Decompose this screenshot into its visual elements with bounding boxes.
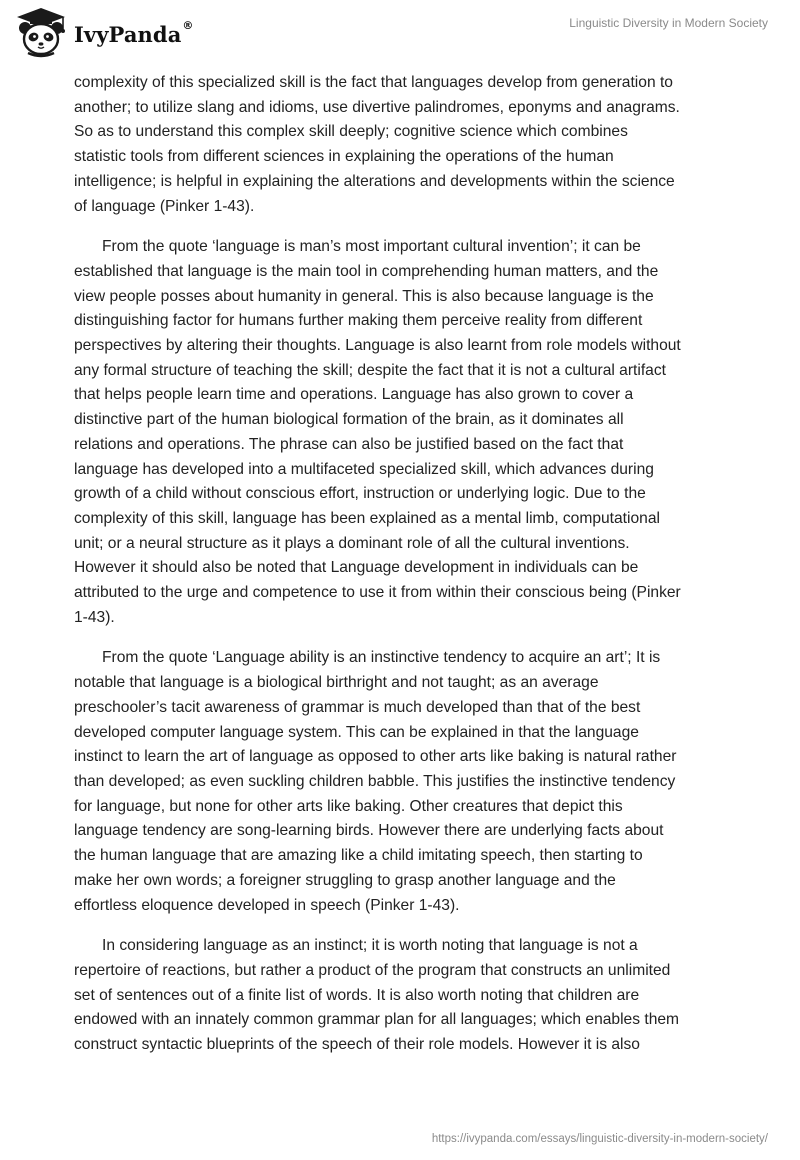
paragraph-1: complexity of this specialized skill is the fact that languages develop from generation to another; to utilize slang and idioms, use divertive palindromes, eponyms and anagrams. So as to understand this complex skill deeply; cognitive science which combines statistic tools from different sciences in explaining the operations of the human intelligence; is helpful in explaining the alterations and developments within the science of language (Pinker 1-43). (74, 74, 680, 215)
essay-body (74, 71, 726, 1074)
panda-graduate-icon (14, 6, 68, 58)
paragraph-2: From the quote ‘language is man’s most important cultural invention’; it can be established that language is the main tool in comprehending human matters, and the view people posses about humanity in general. This is also because language is the distinguishing factor for humans further making them perceive reality from different perspectives by altering their thoughts. Language is also learnt from role models without any formal structure of teaching the skill; despite the fact that it is not a cultural artifact that helps people learn time and operations. Language has also grown to cover a distinctive part of the human biological formation of the brain, as it dominates all relations and operations. The phrase can also be justified based on the fact that language has developed into a multifaceted specialized skill, which advances during growth of a child without conscious effort, instruction or underlying logic. Due to the complexity of this skill, language has been explained as a mental limb, computational unit; or a neural structure as it plays a dominant role of all the cultural inventions. However it should also be noted that Language development in individuals can be attributed to the urge and competence to use it from within their conscious being (Pinker 1-43). (74, 238, 681, 626)
paragraph-3: From the quote ‘Language ability is an instinctive tendency to acquire an art’; It is notable that language is a biological birthright and not taught; as an average preschooler’s tacit awareness of grammar is much developed than that of the best developed computer language system. This can be explained in that the language instinct to learn the art of language as opposed to other arts like baking is natural rather than developed; as even suckling children babble. This justifies the instinctive tendency for language, but none for other arts like baking. Other creatures that depict this language tendency are song-learning birds. However there are underlying facts about the human language that are amazing like a child imitating speech, then starting to make her own words; a foreigner struggling to grasp another language and the effortless eloquence developed in speech (Pinker 1-43). (74, 649, 677, 914)
registered-mark: ® (182, 18, 194, 32)
source-url[interactable]: https://ivypanda.com/essays/linguistic-diversity-in-modern-society/ (431, 1133, 768, 1145)
brand-name (74, 18, 194, 47)
ivypanda-logo[interactable] (14, 6, 194, 58)
page-header (0, 0, 800, 60)
paragraph-4: In considering language as an instinct; it is worth noting that language is not a repertoire of reactions, but rather a product of the program that constructs an unlimited set of sentences out of a finite list of words. It is also worth noting that children are endowed with an innately common grammar plan for all languages; which enables them construct syntactic blueprints of the speech of their role models. However it is also (74, 937, 680, 1054)
document-title: Linguistic Diversity in Modern Society (569, 16, 768, 30)
brand-name-text: IvyPanda (74, 21, 182, 47)
